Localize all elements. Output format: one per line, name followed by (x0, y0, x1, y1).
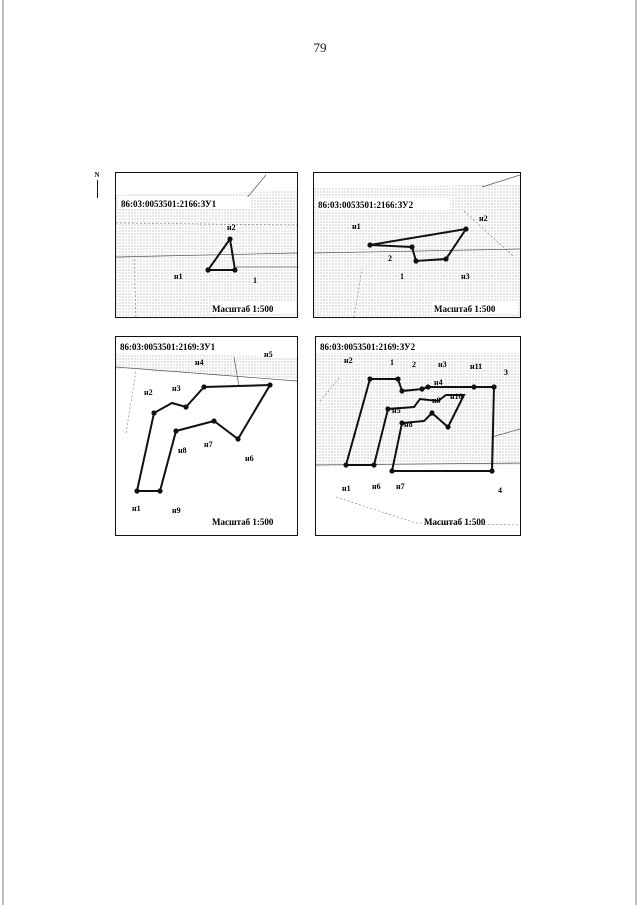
point-label: н2 (227, 223, 236, 232)
point-label: н1 (342, 484, 351, 493)
boundary-point (183, 404, 188, 409)
point-label: н3 (461, 272, 470, 281)
scan-edge-right (635, 0, 637, 905)
point-label: 2 (388, 254, 392, 263)
boundary-point (429, 410, 434, 415)
cadastral-number: 86:03:0053501:2166:ЗУ1 (121, 199, 217, 209)
point-label: н6 (245, 454, 254, 463)
boundary-point (232, 267, 237, 272)
boundary-point (173, 428, 178, 433)
boundary-point (413, 258, 418, 263)
boundary-point (389, 468, 394, 473)
boundary-point (443, 256, 448, 261)
page-number: 79 (313, 40, 327, 55)
map-panel-zu2-2166 (313, 172, 521, 318)
map-drawing (116, 337, 297, 535)
boundary-point (489, 468, 494, 473)
boundary-point (211, 418, 216, 423)
map-panel-zu1-2166 (115, 172, 298, 318)
boundary-point (267, 382, 272, 387)
map-drawing (314, 173, 520, 317)
map-panel-zu1-2169 (115, 336, 298, 536)
point-label: н1 (174, 272, 183, 281)
point-label: н1 (352, 222, 361, 231)
point-label: н1 (132, 504, 141, 513)
point-label: н9 (172, 506, 181, 515)
boundary-point (343, 462, 348, 467)
boundary-point (227, 236, 232, 241)
map-drawing (316, 337, 520, 535)
scale-label: Масштаб 1:500 (434, 304, 496, 314)
map-drawing (116, 173, 297, 317)
point-label: н5 (392, 406, 401, 415)
boundary-point (134, 488, 139, 493)
point-label: н4 (195, 358, 204, 367)
north-arrow-icon (92, 172, 102, 198)
scan-edge-left (2, 0, 4, 905)
point-label: 1 (390, 358, 394, 367)
boundary-point (235, 436, 240, 441)
boundary-point (151, 410, 156, 415)
boundary-point (371, 462, 376, 467)
point-label: 3 (504, 368, 508, 377)
point-label: н2 (344, 356, 353, 365)
boundary-point (471, 384, 476, 389)
boundary-point (367, 376, 372, 381)
map-panel-zu2-2169 (315, 336, 521, 536)
north-arrow-label: N (94, 171, 100, 179)
point-label: н6 (372, 482, 381, 491)
point-label: н8 (404, 420, 413, 429)
point-label: н3 (172, 384, 181, 393)
boundary-point (425, 384, 430, 389)
point-label: н2 (479, 214, 488, 223)
point-label: 1 (253, 276, 257, 285)
north-arrow-stem (97, 180, 98, 198)
boundary-point (409, 244, 414, 249)
point-label: н8 (178, 446, 187, 455)
point-label: н11 (470, 362, 483, 371)
point-label: н5 (264, 350, 273, 359)
point-label: н9 (432, 396, 441, 405)
point-label: н10 (450, 392, 463, 401)
point-label: 4 (498, 486, 502, 495)
scale-label: Масштаб 1:500 (212, 517, 274, 527)
point-label: н7 (396, 482, 405, 491)
cadastral-number: 86:03:0053501:2169:ЗУ1 (120, 342, 216, 352)
point-label: 1 (400, 272, 404, 281)
point-label: н2 (144, 388, 153, 397)
boundary-point (205, 267, 210, 272)
boundary-point (157, 488, 162, 493)
boundary-point (491, 384, 496, 389)
boundary-point (463, 226, 468, 231)
point-label: н4 (434, 378, 443, 387)
cadastral-number: 86:03:0053501:2166:ЗУ2 (318, 200, 414, 210)
boundary-point (201, 384, 206, 389)
cadastral-number: 86:03:0053501:2169:ЗУ2 (320, 342, 416, 352)
boundary-point (367, 242, 372, 247)
point-label: 2 (412, 360, 416, 369)
boundary-point (385, 406, 390, 411)
boundary-point (399, 388, 404, 393)
hatched-area (314, 173, 520, 317)
boundary-point (395, 376, 400, 381)
hatched-area (116, 173, 297, 317)
scale-label: Масштаб 1:500 (212, 304, 274, 314)
point-label: н3 (438, 360, 447, 369)
scale-label: Масштаб 1:500 (424, 517, 486, 527)
boundary-point (419, 386, 424, 391)
boundary-point (445, 424, 450, 429)
point-label: н7 (204, 440, 213, 449)
